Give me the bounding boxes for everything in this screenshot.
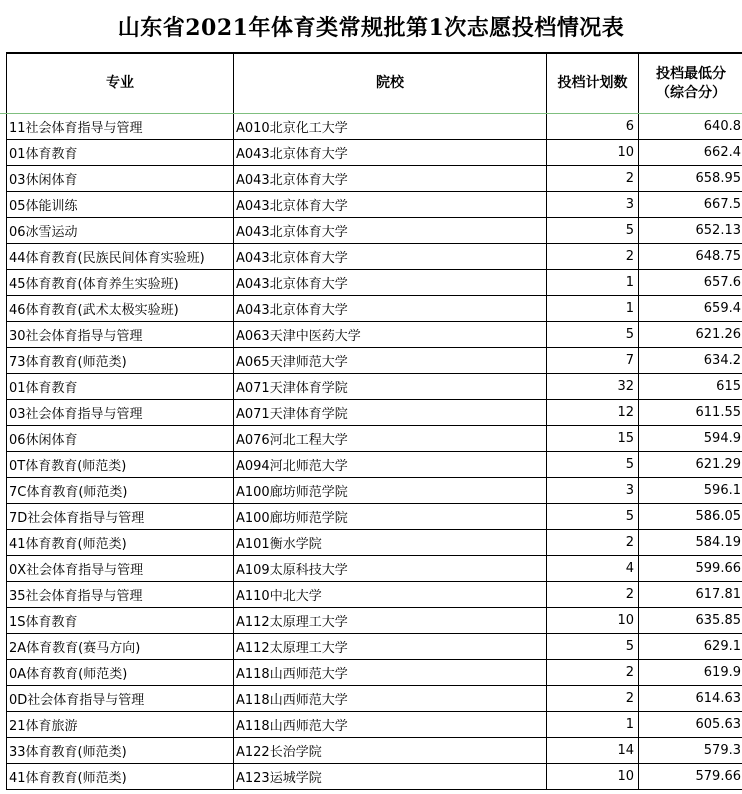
cell-school: A109太原科技大学 bbox=[234, 556, 547, 582]
cell-major: 0D社会体育指导与管理 bbox=[7, 686, 234, 712]
cell-score: 617.81 bbox=[639, 582, 742, 608]
cell-major: 01体育教育 bbox=[7, 140, 234, 166]
selection-guide-line bbox=[0, 113, 742, 114]
table-row bbox=[7, 660, 742, 686]
table-row bbox=[7, 712, 742, 738]
cell-school: A076河北工程大学 bbox=[234, 426, 547, 452]
cell-plan: 32 bbox=[547, 374, 639, 400]
cell-plan: 3 bbox=[547, 478, 639, 504]
cell-plan: 5 bbox=[547, 634, 639, 660]
table-row bbox=[7, 400, 742, 426]
table-row bbox=[7, 764, 742, 790]
table-row bbox=[7, 348, 742, 374]
cell-plan: 5 bbox=[547, 322, 639, 348]
cell-score: 640.8 bbox=[639, 114, 742, 140]
cell-plan: 7 bbox=[547, 348, 639, 374]
cell-school: A043北京体育大学 bbox=[234, 270, 547, 296]
table-row bbox=[7, 140, 742, 166]
cell-school: A100廊坊师范学院 bbox=[234, 478, 547, 504]
cell-score: 615 bbox=[639, 374, 742, 400]
cell-school: A065天津师范大学 bbox=[234, 348, 547, 374]
cell-score: 658.95 bbox=[639, 166, 742, 192]
cell-school: A118山西师范大学 bbox=[234, 712, 547, 738]
table-row bbox=[7, 374, 742, 400]
cell-plan: 3 bbox=[547, 192, 639, 218]
header-score-line2: （综合分） bbox=[656, 84, 726, 101]
table-row bbox=[7, 296, 742, 322]
cell-school: A043北京体育大学 bbox=[234, 140, 547, 166]
cell-major: 0X社会体育指导与管理 bbox=[7, 556, 234, 582]
cell-school: A100廊坊师范学院 bbox=[234, 504, 547, 530]
cell-plan: 1 bbox=[547, 296, 639, 322]
cell-school: A043北京体育大学 bbox=[234, 296, 547, 322]
cell-plan: 2 bbox=[547, 582, 639, 608]
cell-major: 0T体育教育(师范类) bbox=[7, 452, 234, 478]
page-title: 山东省2021年体育类常规批第1次志愿投档情况表 bbox=[117, 14, 625, 41]
cell-plan: 2 bbox=[547, 244, 639, 270]
table-row bbox=[7, 556, 742, 582]
cell-school: A043北京体育大学 bbox=[234, 218, 547, 244]
cell-score: 579.3 bbox=[639, 738, 742, 764]
table-row bbox=[7, 244, 742, 270]
cell-plan: 6 bbox=[547, 114, 639, 140]
header-score-line1: 投档最低分 bbox=[656, 65, 726, 82]
cell-plan: 2 bbox=[547, 660, 639, 686]
cell-major: 03休闲体育 bbox=[7, 166, 234, 192]
header-major: 专业 bbox=[7, 54, 234, 114]
cell-major: 33体育教育(师范类) bbox=[7, 738, 234, 764]
cell-major: 01体育教育 bbox=[7, 374, 234, 400]
cell-plan: 4 bbox=[547, 556, 639, 582]
cell-school: A094河北师范大学 bbox=[234, 452, 547, 478]
cell-score: 652.13 bbox=[639, 218, 742, 244]
table-row bbox=[7, 270, 742, 296]
cell-school: A112太原理工大学 bbox=[234, 634, 547, 660]
cell-score: 634.2 bbox=[639, 348, 742, 374]
cell-school: A110中北大学 bbox=[234, 582, 547, 608]
cell-plan: 1 bbox=[547, 270, 639, 296]
cell-major: 30社会体育指导与管理 bbox=[7, 322, 234, 348]
cell-major: 2A体育教育(赛马方向) bbox=[7, 634, 234, 660]
cell-major: 0A体育教育(师范类) bbox=[7, 660, 234, 686]
cell-score: 586.05 bbox=[639, 504, 742, 530]
cell-score: 657.6 bbox=[639, 270, 742, 296]
table-row bbox=[7, 634, 742, 660]
cell-major: 41体育教育(师范类) bbox=[7, 530, 234, 556]
cell-major: 44体育教育(民族民间体育实验班) bbox=[7, 244, 234, 270]
cell-score: 614.63 bbox=[639, 686, 742, 712]
cell-school: A118山西师范大学 bbox=[234, 660, 547, 686]
admission-table bbox=[6, 53, 742, 790]
cell-school: A118山西师范大学 bbox=[234, 686, 547, 712]
cell-score: 648.75 bbox=[639, 244, 742, 270]
table-row bbox=[7, 530, 742, 556]
cell-major: 11社会体育指导与管理 bbox=[7, 114, 234, 140]
cell-major: 46体育教育(武术太极实验班) bbox=[7, 296, 234, 322]
table-row bbox=[7, 582, 742, 608]
cell-score: 599.66 bbox=[639, 556, 742, 582]
cell-score: 635.85 bbox=[639, 608, 742, 634]
cell-score: 659.4 bbox=[639, 296, 742, 322]
table-row bbox=[7, 738, 742, 764]
cell-score: 594.9 bbox=[639, 426, 742, 452]
cell-school: A122长治学院 bbox=[234, 738, 547, 764]
cell-plan: 1 bbox=[547, 712, 639, 738]
cell-major: 35社会体育指导与管理 bbox=[7, 582, 234, 608]
header-score bbox=[639, 54, 742, 114]
cell-major: 06休闲体育 bbox=[7, 426, 234, 452]
table-row bbox=[7, 218, 742, 244]
table-row bbox=[7, 322, 742, 348]
cell-plan: 2 bbox=[547, 686, 639, 712]
cell-school: A101衡水学院 bbox=[234, 530, 547, 556]
cell-school: A123运城学院 bbox=[234, 764, 547, 790]
cell-plan: 5 bbox=[547, 504, 639, 530]
table-row bbox=[7, 608, 742, 634]
cell-major: 05体能训练 bbox=[7, 192, 234, 218]
cell-school: A071天津体育学院 bbox=[234, 400, 547, 426]
cell-major: 73体育教育(师范类) bbox=[7, 348, 234, 374]
cell-score: 611.55 bbox=[639, 400, 742, 426]
cell-school: A071天津体育学院 bbox=[234, 374, 547, 400]
cell-plan: 2 bbox=[547, 166, 639, 192]
cell-score: 629.1 bbox=[639, 634, 742, 660]
cell-plan: 10 bbox=[547, 764, 639, 790]
cell-score: 619.9 bbox=[639, 660, 742, 686]
cell-plan: 2 bbox=[547, 530, 639, 556]
cell-plan: 15 bbox=[547, 426, 639, 452]
table-row bbox=[7, 504, 742, 530]
table-body bbox=[7, 114, 742, 790]
header-school: 院校 bbox=[234, 54, 547, 114]
cell-plan: 10 bbox=[547, 608, 639, 634]
cell-school: A043北京体育大学 bbox=[234, 244, 547, 270]
cell-school: A063天津中医药大学 bbox=[234, 322, 547, 348]
cell-plan: 5 bbox=[547, 218, 639, 244]
table-row bbox=[7, 452, 742, 478]
cell-score: 667.5 bbox=[639, 192, 742, 218]
cell-score: 584.19 bbox=[639, 530, 742, 556]
cell-score: 621.26 bbox=[639, 322, 742, 348]
header-row bbox=[7, 54, 742, 114]
cell-major: 7C体育教育(师范类) bbox=[7, 478, 234, 504]
table-row bbox=[7, 426, 742, 452]
table-row bbox=[7, 114, 742, 140]
cell-major: 45体育教育(体育养生实验班) bbox=[7, 270, 234, 296]
cell-plan: 12 bbox=[547, 400, 639, 426]
table-row bbox=[7, 166, 742, 192]
cell-plan: 14 bbox=[547, 738, 639, 764]
cell-major: 7D社会体育指导与管理 bbox=[7, 504, 234, 530]
table-row bbox=[7, 192, 742, 218]
cell-major: 06冰雪运动 bbox=[7, 218, 234, 244]
cell-major: 41体育教育(师范类) bbox=[7, 764, 234, 790]
cell-score: 662.4 bbox=[639, 140, 742, 166]
cell-school: A010北京化工大学 bbox=[234, 114, 547, 140]
cell-school: A043北京体育大学 bbox=[234, 192, 547, 218]
cell-score: 621.29 bbox=[639, 452, 742, 478]
table-row bbox=[7, 478, 742, 504]
cell-school: A043北京体育大学 bbox=[234, 166, 547, 192]
cell-major: 21体育旅游 bbox=[7, 712, 234, 738]
cell-major: 03社会体育指导与管理 bbox=[7, 400, 234, 426]
table-row bbox=[7, 686, 742, 712]
cell-score: 596.1 bbox=[639, 478, 742, 504]
cell-score: 605.63 bbox=[639, 712, 742, 738]
cell-plan: 10 bbox=[547, 140, 639, 166]
cell-school: A112太原理工大学 bbox=[234, 608, 547, 634]
cell-score: 579.66 bbox=[639, 764, 742, 790]
cell-major: 1S体育教育 bbox=[7, 608, 234, 634]
cell-plan: 5 bbox=[547, 452, 639, 478]
header-plan: 投档计划数 bbox=[547, 54, 639, 114]
